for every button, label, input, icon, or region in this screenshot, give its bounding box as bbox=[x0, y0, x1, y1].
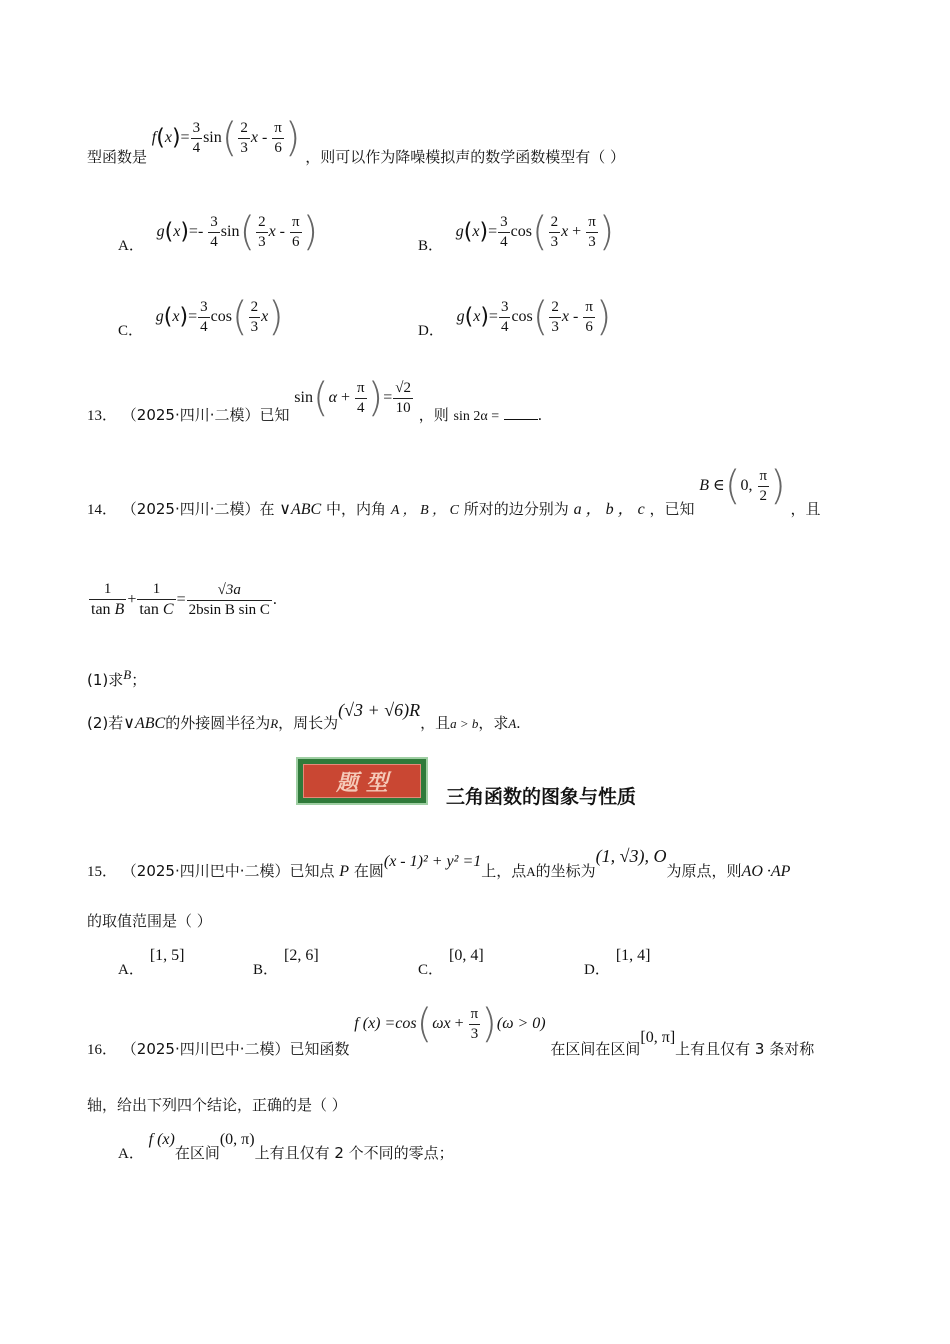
point-coords: (1, √3), O bbox=[595, 846, 667, 866]
question-16: 16． （2025·四川巴中·二模）已知函数 f (x) =cos(ωx + $\frac{\pi}{3}$ )(ω > 0) 在区间在区间[0, π]上有且仅有 3 条对称 bbox=[87, 1001, 815, 1058]
option-label: D． bbox=[418, 323, 444, 339]
section-title: 三角函数的图象与性质 bbox=[446, 786, 637, 808]
q16-stem-line2: 轴，给出下列四个结论，正确的是（ ） bbox=[87, 1096, 347, 1114]
q15-option-d[interactable]: D．[1, 4] bbox=[584, 947, 651, 978]
option-label: C． bbox=[118, 323, 144, 339]
perimeter: (√3 + √6)R bbox=[338, 700, 421, 720]
q14-equation: $\frac{1}{\text{tan B}}$ + $\frac{1}{\text{tan C}}$ = $\frac{√3a}{\text{2bsin B sin C}}$ . bbox=[91, 581, 277, 618]
option-label: B． bbox=[418, 238, 444, 254]
question-source: （2025·四川·二模）已知 bbox=[121, 406, 290, 424]
q12-function: f(x)= $\frac{3}{4}$ sin( $\frac{2}{3}$ x - $\frac{\pi}{6}$ ) bbox=[151, 115, 301, 161]
section-badge bbox=[296, 757, 428, 805]
section-badge-text: 题 型 bbox=[303, 764, 421, 798]
question-number: 14． bbox=[87, 502, 118, 518]
q16-option-a[interactable]: A． f (x)在区间(0, π)上有且仅有 2 个不同的零点； bbox=[118, 1131, 454, 1162]
question-14: 14． （2025·四川·二模）在 ∨ABC 中，内角 A ， B ， C 所对的边分别为 a ， b ， c ，已知 B ∈(0, $\frac{\pi}{2}$ ) ，且 bbox=[87, 463, 821, 518]
question-source: （2025·四川巴中·二模）已知函数 bbox=[121, 1040, 350, 1058]
question-number: 16． bbox=[87, 1042, 118, 1058]
question-number: 13． bbox=[87, 408, 118, 424]
q13-condition: sin(α + $\frac{\pi}{4}$ )= $\frac{√2}{10}$ bbox=[294, 375, 411, 421]
question-source: （2025·四川·二模）在 bbox=[121, 500, 275, 518]
q15-option-c[interactable]: C．[0, 4] bbox=[418, 947, 484, 978]
q12-option-a[interactable]: A． g(x)=- $\frac{3}{4}$ sin( $\frac{2}{3}$ x - $\frac{\pi}{6}$ ) bbox=[118, 209, 319, 255]
q13-target: sin 2α = bbox=[453, 409, 500, 424]
q12-option-c[interactable]: C． g(x)= $\frac{3}{4}$ cos( $\frac{2}{3}$ x) bbox=[118, 294, 284, 340]
question-number: 15． bbox=[87, 864, 118, 880]
q12-suffix: ，则可以作为降噪模拟声的数学函数模型有（ ） bbox=[305, 148, 626, 166]
q12-option-d[interactable]: D． g(x)= $\frac{3}{4}$ cos( $\frac{2}{3}$ x - $\frac{\pi}{6}$ ) bbox=[418, 294, 612, 340]
q12-stem bbox=[87, 115, 626, 172]
q16-function: f (x) =cos(ωx + $\frac{\pi}{3}$ )(ω > 0) bbox=[354, 1001, 546, 1047]
q15-stem-line2: 的取值范围是（ ） bbox=[87, 912, 212, 930]
q14-condition: B ∈(0, $\frac{\pi}{2}$ ) bbox=[699, 463, 786, 509]
circle-equation: (x - 1)² + y² =1 bbox=[383, 853, 482, 870]
option-label: A． bbox=[118, 238, 144, 254]
q14-part-2: (2)若∨ABC的外接圆半径为R，周长为(√3 + √6)R，且a > b，求A. bbox=[87, 700, 521, 732]
q15-option-b[interactable]: B．[2, 6] bbox=[253, 947, 319, 978]
q15-option-a[interactable]: A．[1, 5] bbox=[118, 947, 185, 978]
question-13: 13． （2025·四川·二模）已知 sin(α + $\frac{\pi}{4}$ )= $\frac{√2}{10}$ ，则 sin 2α = . bbox=[87, 375, 542, 424]
q12-option-b[interactable]: B． g(x)= $\frac{3}{4}$ cos( $\frac{2}{3}$ x + $\frac{\pi}{3}$ ) bbox=[418, 209, 615, 255]
answer-blank[interactable] bbox=[504, 407, 538, 420]
question-source: （2025·四川巴中·二模）已知点 bbox=[121, 862, 335, 880]
q14-part-1: (1)求B； bbox=[87, 667, 147, 689]
q12-prefix: 型函数是 bbox=[87, 148, 148, 166]
question-15: 15． （2025·四川巴中·二模）已知点 P 在圆(x - 1)² + y² =1上，点A的坐标为(1, √3), O为原点，则AO ·AP bbox=[87, 846, 791, 880]
dot-product: AO ·AP bbox=[741, 863, 791, 880]
